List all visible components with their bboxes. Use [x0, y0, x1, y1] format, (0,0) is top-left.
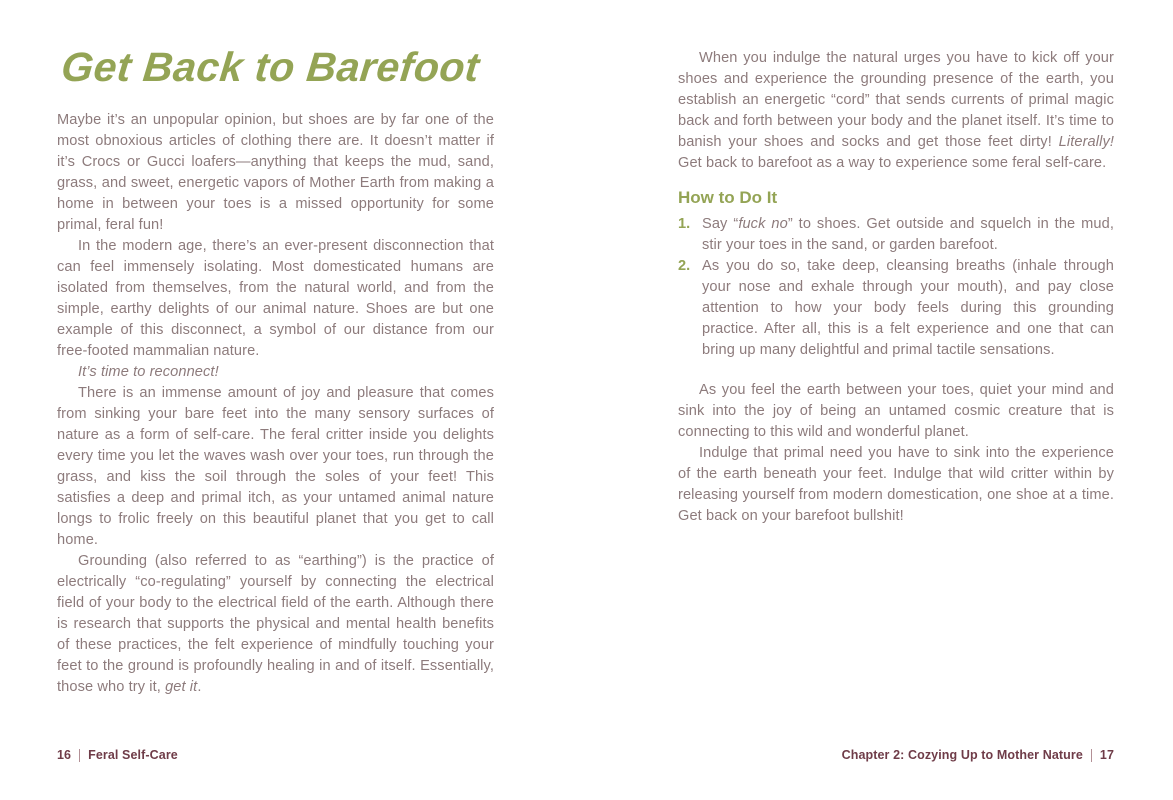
left-paragraph-5-period: . [197, 679, 202, 695]
right-closing-paragraph-1: As you feel the earth between your toes, quiet your mind and sink into the joy of being an untamed cosmic creature that is connecting to this wild and wonderful planet. [678, 382, 1114, 440]
how-to-step-1 [678, 214, 1114, 256]
how-to-heading: How to Do It [678, 188, 778, 207]
right-footer-chapter-title: Chapter 2: Cozying Up to Mother Nature [841, 748, 1083, 762]
right-page-footer [842, 748, 1114, 762]
right-paragraph-1-text: When you indulge the natural urges you have to kick off your shoes and experience the grounding presence of the earth, you establish an energetic “cord” that sends currents of primal magic back and forth between your body and the planet itself. It’s time to banish your shoes and socks and get those feet dirty! [678, 50, 1114, 150]
section-title: Get Back to Barefoot [59, 44, 482, 90]
left-paragraph-2: In the modern age, there’s an ever-present disconnection that can feel immensely isolating. Most domesticated humans are isolated from themselves, from the natural world, and from the simple, earthy delights of our animal nature. Shoes are but one example of this disconnect, a symbol of our distance from our free-footed mammalian nature. [57, 238, 494, 359]
footer-divider [1091, 749, 1092, 762]
left-page [57, 42, 494, 698]
left-paragraph-4: There is an immense amount of joy and pleasure that comes from sinking your bare feet into the many sensory surfaces of nature as a form of self-care. The feral critter inside you delights every time you let the waves wash over your toes, run through the grass, and kiss the soil through the soles of your feet! This satisfies a deep and primal itch, as your untamed animal nature longs to frolic freely on this beautiful planet that you get to call home. [57, 385, 494, 548]
left-page-number: 16 [57, 748, 72, 762]
step-1-text-post: ” to shoes. Get outside and squelch in the mud, stir your toes in the sand, or garden barefoot. [702, 216, 1115, 253]
left-page-footer [57, 748, 178, 762]
step-2-text: As you do so, take deep, cleansing breaths (inhale through your nose and exhale through your mouth), and pay close attention to how your body feels during this grounding practice. After all, this is a felt experience and one that can bring up many delightful and primal tactile sensations. [702, 258, 1114, 358]
right-paragraph-1-emphasis: Literally! [1058, 134, 1114, 150]
step-1-number: 1. [678, 216, 691, 232]
right-paragraph-1-tail: Get back to barefoot as a way to experience some feral self-care. [678, 155, 1107, 171]
right-page-number: 17 [1099, 748, 1114, 762]
left-paragraph-5 [57, 551, 494, 698]
footer-divider [79, 749, 80, 762]
right-page [678, 48, 1114, 527]
left-paragraph-5-emphasis: get it [165, 679, 198, 695]
right-closing-paragraph-2: Indulge that primal need you have to sink into the experience of the earth beneath your feet. Indulge that wild critter within by releasing yourself from modern domestication, one shoe at a time. Get back on your barefoot bullshit! [678, 445, 1114, 524]
step-2-number: 2. [678, 258, 691, 274]
step-1-text [702, 214, 1114, 256]
step-1-emphasis: fuck no [738, 216, 788, 232]
how-to-step-2 [678, 256, 1114, 361]
right-paragraph-1 [678, 48, 1114, 174]
left-paragraph-3-italic: It’s time to reconnect! [78, 364, 219, 380]
step-1-text-pre: Say “ [702, 216, 739, 232]
left-paragraph-5-text: Grounding (also referred to as “earthing”) is the practice of electrically “co-regulating” yourself by connecting the electrical field of your body to the electrical field of the earth. Although there is research that supports the physical and mental health benefits of these practices, the felt experience of mindfully touching your feet to the ground is profoundly healing in and of itself. Essentially, those who try it, [57, 553, 494, 695]
left-paragraph-1: Maybe it’s an unpopular opinion, but shoes are by far one of the most obnoxious articles of clothing there are. It doesn’t matter if it’s Crocs or Gucci loafers—anything that keeps the mud, sand, grass, and sweet, energetic vapors of Mother Earth from making a home in between your toes is a missed opportunity for some primal, feral fun! [57, 112, 494, 233]
left-footer-book-title: Feral Self-Care [88, 748, 178, 762]
